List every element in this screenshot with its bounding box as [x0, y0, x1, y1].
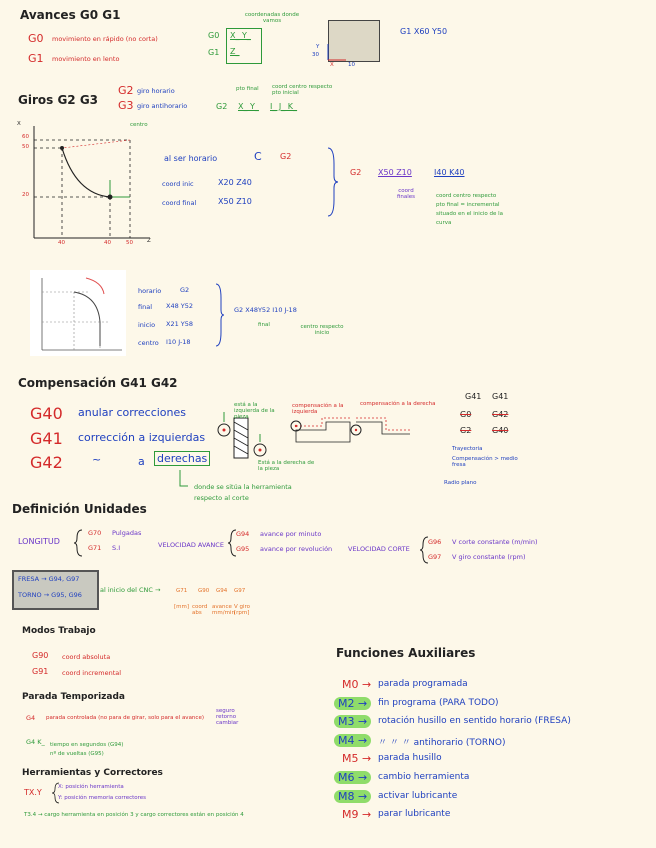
g95-desc: avance por revolución	[260, 545, 333, 553]
aux-desc-m6: cambio herramienta	[378, 772, 470, 782]
graph-z-label: Z	[147, 238, 151, 244]
g71-desc: S.I	[112, 544, 121, 552]
g41-desc: corrección a izquierdas	[78, 431, 206, 444]
g0-desc: movimiento en rápido (no corta)	[52, 35, 158, 43]
box-z: Z_	[230, 47, 240, 56]
ej2-centro-val: I10 J-18	[166, 338, 191, 346]
inicio-code-4: G97	[234, 588, 246, 594]
inicio-code-3: G94	[216, 588, 228, 594]
coord-final-label: coord final	[162, 199, 197, 207]
g94-desc: avance por minuto	[260, 530, 322, 538]
g70-code: G70	[88, 529, 102, 537]
result-coord-final: coord finales	[396, 188, 416, 200]
inicio-code-1: G71	[176, 588, 188, 594]
aux-code-m6: M6 →	[334, 771, 371, 784]
coord-inic-label: coord inic	[162, 180, 194, 188]
aux-code-m3: M3 →	[334, 715, 371, 728]
graph-tick-50x: 50	[126, 240, 133, 246]
section-title-unidades: Definición Unidades	[12, 502, 147, 516]
g4k-note2: nº de vueltas (G95)	[50, 751, 104, 757]
g42-desc-b: derechas	[154, 451, 210, 466]
comp-g41-head2: G41	[492, 392, 509, 401]
inicio-note-2: coord abs	[192, 604, 208, 616]
syntax-center: I_ J_ K_	[270, 102, 298, 111]
vel-corte-label: VELOCIDAD CORTE	[348, 545, 410, 553]
comp-trayectoria: Trayectoria	[452, 446, 483, 452]
comp-radio: Radio plano	[444, 480, 477, 486]
g2-desc: giro horario	[137, 87, 175, 95]
g96-desc: V corte constante (m/min)	[452, 538, 538, 546]
coord-inic-val: X20 Z40	[218, 178, 252, 187]
coord-note: coordenadas donde vamos	[244, 12, 300, 24]
aux-code-m0: M0 →	[342, 678, 372, 691]
inicio-code-2: G90	[198, 588, 210, 594]
t34-example: T3.4 → cargo herramienta en posición 3 y cargo correctores están en posición 4	[24, 812, 244, 818]
ej2-horario-code: G2	[180, 286, 190, 294]
comp-note2: Compensación > medio fresa	[452, 456, 518, 468]
aux-desc-m5: parada husillo	[378, 753, 442, 764]
aux-code-m8: M8 →	[334, 790, 371, 803]
aux-desc-m9: parar lubricante	[378, 809, 451, 820]
g4-code: G4	[26, 714, 36, 722]
axis-y-label: Y	[316, 44, 320, 50]
section-title-herramientas: Herramientas y Correctores	[22, 768, 163, 778]
syntax-code: G2	[216, 102, 228, 111]
brace-right-2	[214, 282, 226, 348]
ej2-result-centro: centro respecto inicio	[300, 324, 344, 336]
inicio-cnc-label: al inicio del CNC →	[100, 586, 161, 594]
g2-code: G2	[118, 84, 134, 97]
coord-final-val: X50 Z10	[218, 197, 252, 206]
aux-desc-m2: fin programa (PARA TODO)	[378, 697, 499, 708]
aux-desc-m0: parada programada	[378, 679, 468, 689]
comp-row2a: G2	[460, 426, 472, 435]
pto-final-label: pto final	[236, 86, 259, 92]
ej2-result-final: final	[258, 322, 270, 328]
box-g1: G1	[208, 48, 220, 57]
g40-code: G40	[30, 404, 63, 423]
graph-tick-40b: 40	[104, 240, 111, 246]
ej2-centro: centro	[138, 339, 159, 347]
aux-desc-m8: activar lubricante	[378, 790, 458, 801]
g3-desc: giro antihorario	[137, 102, 188, 110]
ej2-result: G2 X48Y52 I10 J-18	[234, 306, 297, 314]
comp-figure-3	[346, 414, 416, 448]
brace-longitud	[74, 528, 84, 558]
ej2-final-val: X48 Y52	[166, 302, 194, 310]
fig1-top: está a la izquierda de la pieza	[234, 402, 275, 420]
section-title-modos: Modos Trabajo	[22, 626, 96, 636]
axis-x-label: X	[330, 62, 334, 68]
result-note: coord centro respecto pto final = incremental situado en el inicio de la curva	[436, 193, 504, 226]
arrow-down	[176, 468, 190, 498]
al-ser-code: G2	[280, 152, 292, 161]
inicio-note-4: V giro [rpm]	[234, 604, 251, 616]
comp-row1b: G42	[492, 410, 509, 419]
c-letter: C	[254, 150, 262, 163]
g90-code: G90	[32, 651, 49, 660]
arc-example-image	[30, 270, 126, 356]
result-code: G2	[350, 168, 362, 177]
ej2-inicio-val: X21 Y58	[166, 320, 194, 328]
g95-code: G95	[236, 545, 250, 553]
comp-row1a: G0	[460, 410, 472, 419]
ej2-inicio: inicio	[138, 321, 156, 329]
graph-tick-40a: 40	[58, 240, 65, 246]
comp-g41-head: G41	[465, 392, 482, 401]
aux-code-m4: M4 →	[334, 734, 371, 747]
g42-dash: ~	[92, 453, 102, 466]
g3-code: G3	[118, 99, 134, 112]
centro-note: coord centro respecto pto inicial	[272, 84, 333, 96]
fresa-defaults: FRESA → G94, G97	[18, 575, 80, 583]
fig3-top: compensación a la derecha	[360, 401, 436, 407]
aux-desc-m3: rotación husillo en sentido horario (FRESA)	[378, 716, 571, 727]
arc-graph	[14, 120, 154, 250]
g1-code: G1	[28, 52, 44, 65]
g1-desc: movimiento en lento	[52, 55, 120, 63]
comp-note: donde se sitúa la herramienta respecto al corte	[194, 483, 292, 502]
g4-desc: parada controlada (no para de girar, solo para el avance)	[46, 715, 204, 721]
g4k-note1: tiempo en segundos (G94)	[50, 742, 124, 748]
g94-code: G94	[236, 530, 250, 538]
box-g0: G0	[208, 31, 220, 40]
g42-code: G42	[30, 453, 63, 472]
result-coords: X50 Z10	[378, 168, 412, 177]
aux-code-m9: M9 →	[342, 808, 372, 822]
g90-desc: coord absoluta	[62, 653, 111, 661]
vel-avance-label: VELOCIDAD AVANCE	[158, 541, 224, 549]
tick-10: 10	[348, 62, 355, 68]
txy-y: Y: posición memoria correctores	[58, 795, 147, 801]
inicio-note-1: [mm]	[174, 604, 190, 610]
box-xy: X_ Y_	[230, 31, 251, 40]
longitud-label: LONGITUD	[18, 537, 60, 546]
g97-code: G97	[428, 553, 442, 561]
graph-centro-label: centro	[130, 122, 148, 128]
section-title-giros: Giros G2 G3	[18, 93, 99, 107]
txy-code: TX.Y	[24, 788, 42, 797]
ej2-horario: horario	[138, 287, 162, 295]
txy-x: X: posición herramienta	[58, 784, 124, 790]
comp-row2b: G40	[492, 426, 509, 435]
aux-desc-m4: 〃 〃 〃 antihorario (TORNO)	[378, 737, 506, 748]
inicio-note-3: avance mm/min	[212, 604, 235, 616]
section-title-auxiliares: Funciones Auxiliares	[336, 646, 476, 660]
graph-tick-20: 20	[22, 192, 29, 198]
fig1-bottom: Está a la derecha de la pieza	[258, 460, 315, 472]
aux-code-m5: M5 →	[342, 752, 372, 766]
tick-30: 30	[312, 52, 319, 58]
ej2-final: final	[138, 303, 153, 311]
g42-desc-a: a	[138, 455, 145, 468]
al-ser-text: al ser horario	[164, 154, 218, 163]
g0-code: G0	[28, 32, 44, 45]
g41-code: G41	[30, 429, 63, 448]
graph-tick-60: 60	[22, 134, 29, 140]
syntax-end: X_ Y_	[238, 102, 259, 111]
g4-note: seguro retorno cambiar	[216, 708, 239, 726]
g91-code: G91	[32, 667, 49, 676]
section-title-parada: Parada Temporizada	[22, 692, 125, 702]
graph-x-label: X	[17, 121, 21, 127]
fig2-top: compensación a la izquierda	[292, 403, 344, 415]
g91-desc: coord incremental	[62, 669, 122, 677]
graph-tick-50: 50	[22, 144, 29, 150]
g70-desc: Pulgadas	[112, 529, 142, 537]
section-title-avances: Avances G0 G1	[20, 8, 121, 22]
g4k-code: G4 K_	[26, 738, 45, 746]
g40-desc: anular correcciones	[78, 406, 187, 419]
torno-defaults: TORNO → G95, G96	[18, 591, 82, 599]
result-center: I40 K40	[434, 168, 465, 177]
avances-example: G1 X60 Y50	[400, 27, 448, 36]
brace-right-1	[326, 146, 340, 218]
aux-code-m2: M2 →	[334, 697, 371, 710]
section-title-compensacion: Compensación G41 G42	[18, 376, 178, 390]
g96-code: G96	[428, 538, 442, 546]
g97-desc: V giro constante (rpm)	[452, 553, 526, 561]
g71-code: G71	[88, 544, 102, 552]
